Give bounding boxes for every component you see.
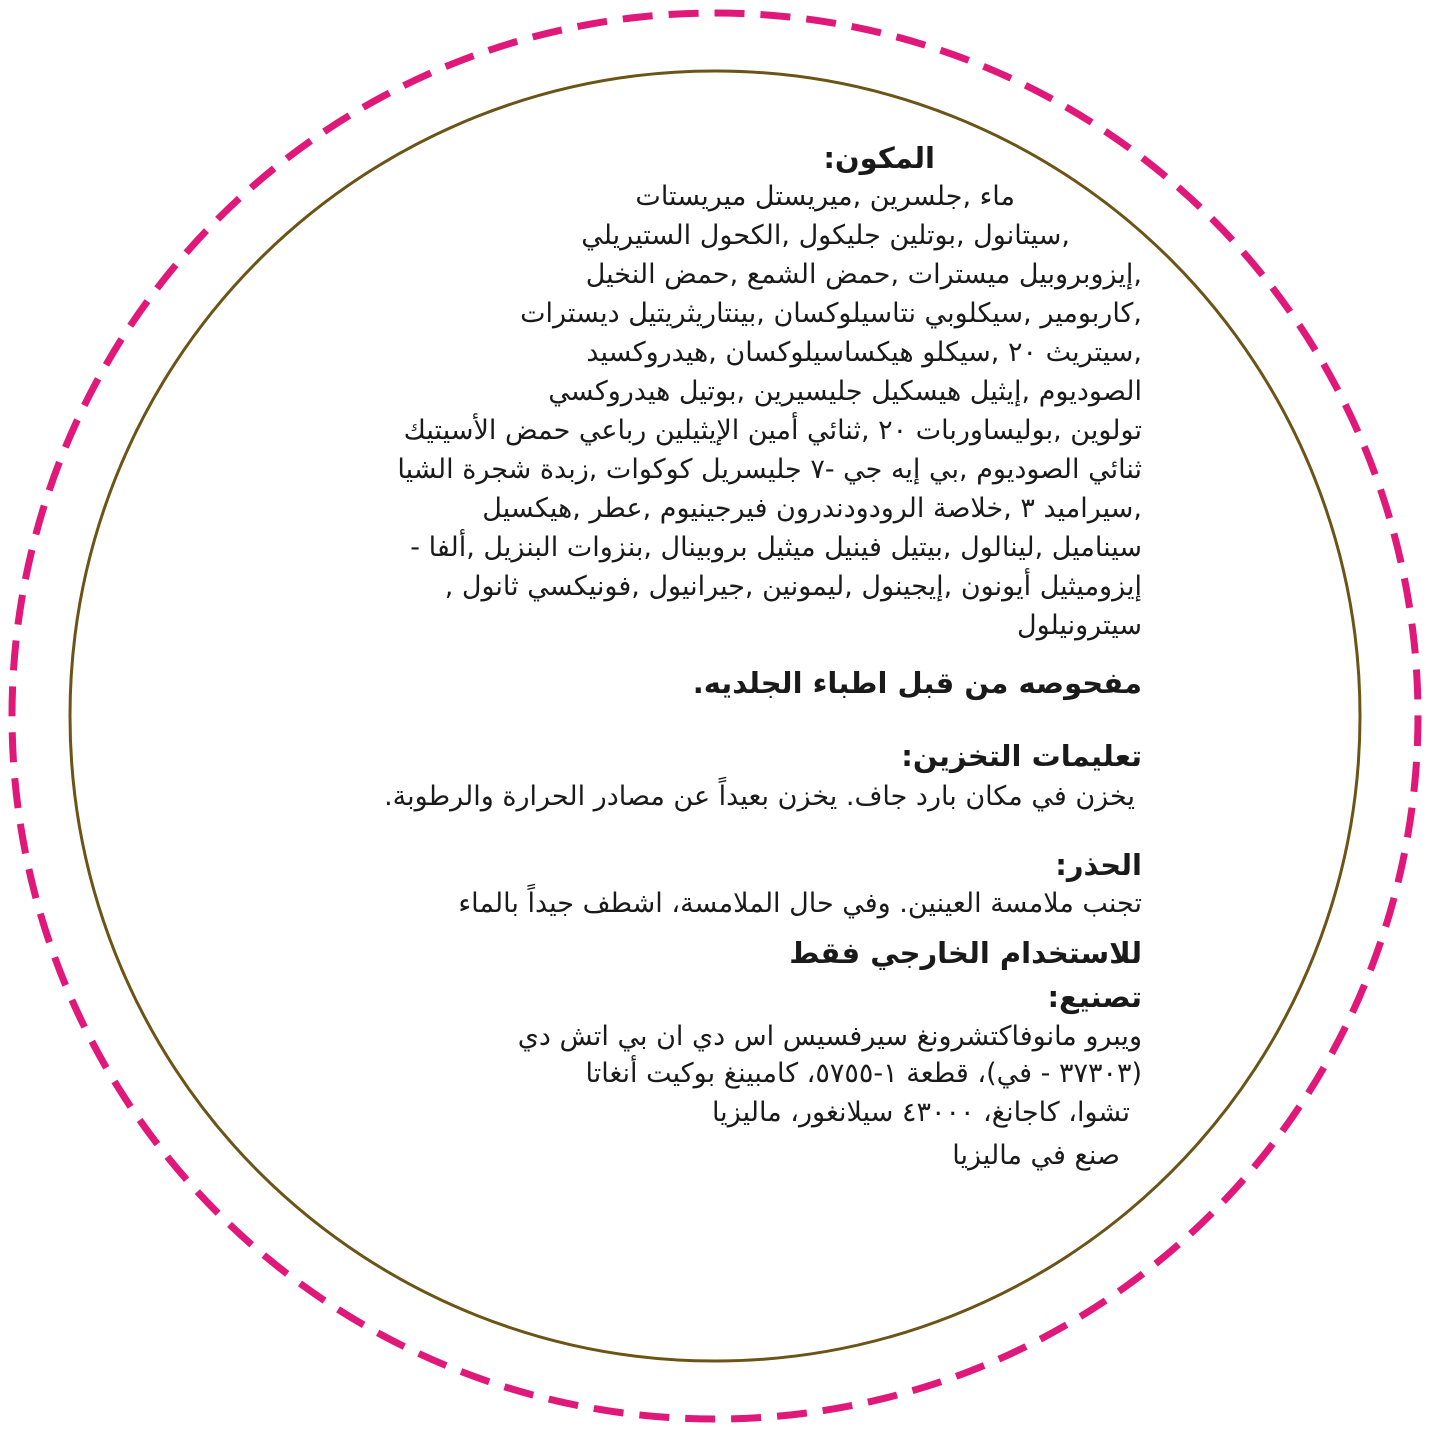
- ingredients-line: سيناميل ,لينالول ,بيتيل فينيل ميثيل بروبينال ,بنزوات البنزيل ,ألفا -: [410, 532, 1142, 563]
- manufacturer-line: تشوا، كاجانغ، ٤٣٠٠٠ سيلانغور، ماليزيا: [711, 1097, 1130, 1128]
- ingredients-line: الصوديوم ,إيثيل هيسكيل جليسيرين ,بوتيل هيدروكسي: [548, 376, 1142, 407]
- ingredients-heading: المكون:: [823, 141, 935, 175]
- ingredients-line: ماء ,جلسرين ,ميريستل ميريستات: [635, 181, 1015, 212]
- ingredients-line: ,سيراميد ٣ ,خلاصة الرودودندرون فيرجينيوم ,عطر ,هيكسيل: [482, 493, 1142, 524]
- ingredients-line: إيزوميثيل أيونون ,إيجينول ,ليمونين ,جيرانيول ,فونيكسي ثانول ,: [444, 571, 1142, 602]
- ingredients-line: ,كاربومير ,سيكلوبي نتاسيلوكسان ,بينتاريثريتيل ديسترات: [520, 298, 1142, 329]
- warning-heading: الحذر:: [1055, 848, 1142, 882]
- ingredients-line: سيترونيلول: [1016, 610, 1142, 641]
- manufacturer-heading: تصنيع:: [1047, 980, 1142, 1014]
- ingredients-line: ,إيزوبروبيل ميسترات ,حمض الشمع ,حمض النخيل: [585, 259, 1142, 290]
- manufacturer-line: ويبرو مانوفاكتشرونغ سيرفسيس اس دي ان بي اتش دي: [517, 1021, 1142, 1052]
- manufacturer-line: صنع في ماليزيا: [952, 1140, 1120, 1171]
- storage-heading: تعليمات التخزين:: [901, 739, 1142, 773]
- dermatologist-note: مفحوصه من قبل اطباء الجلديه.: [692, 666, 1142, 700]
- manufacturer-line: (٣٧٣٠٣ - في)، قطعة ١-٥٧٥٥، كامبينغ بوكيت أنغاتا: [585, 1058, 1142, 1089]
- warning-text: تجنب ملامسة العينين. وفي حال الملامسة، اشطف جيداً بالماء: [458, 888, 1142, 919]
- ingredients-line: ,سيتريث ٢٠ ,سيكلو هيكساسيلوكسان ,هيدروكسيد: [586, 337, 1142, 368]
- ingredients-line: تولوين ,بوليساوربات ٢٠ ,ثنائي أمين الإيثيلين رباعي حمض الأسيتيك: [403, 415, 1142, 446]
- ingredients-line: ثنائي الصوديوم ,بي إيه جي -٧ جليسريل كوكوات ,زبدة شجرة الشيا: [397, 454, 1142, 485]
- external-use-note: للاستخدام الخارجي فقط: [789, 936, 1142, 970]
- storage-text: يخزن في مكان بارد جاف. يخزن بعيداً عن مصادر الحرارة والرطوبة.: [384, 781, 1135, 812]
- ingredients-line: ,سيتانول ,بوتلين جليكول ,الكحول الستيريلي: [581, 220, 1070, 251]
